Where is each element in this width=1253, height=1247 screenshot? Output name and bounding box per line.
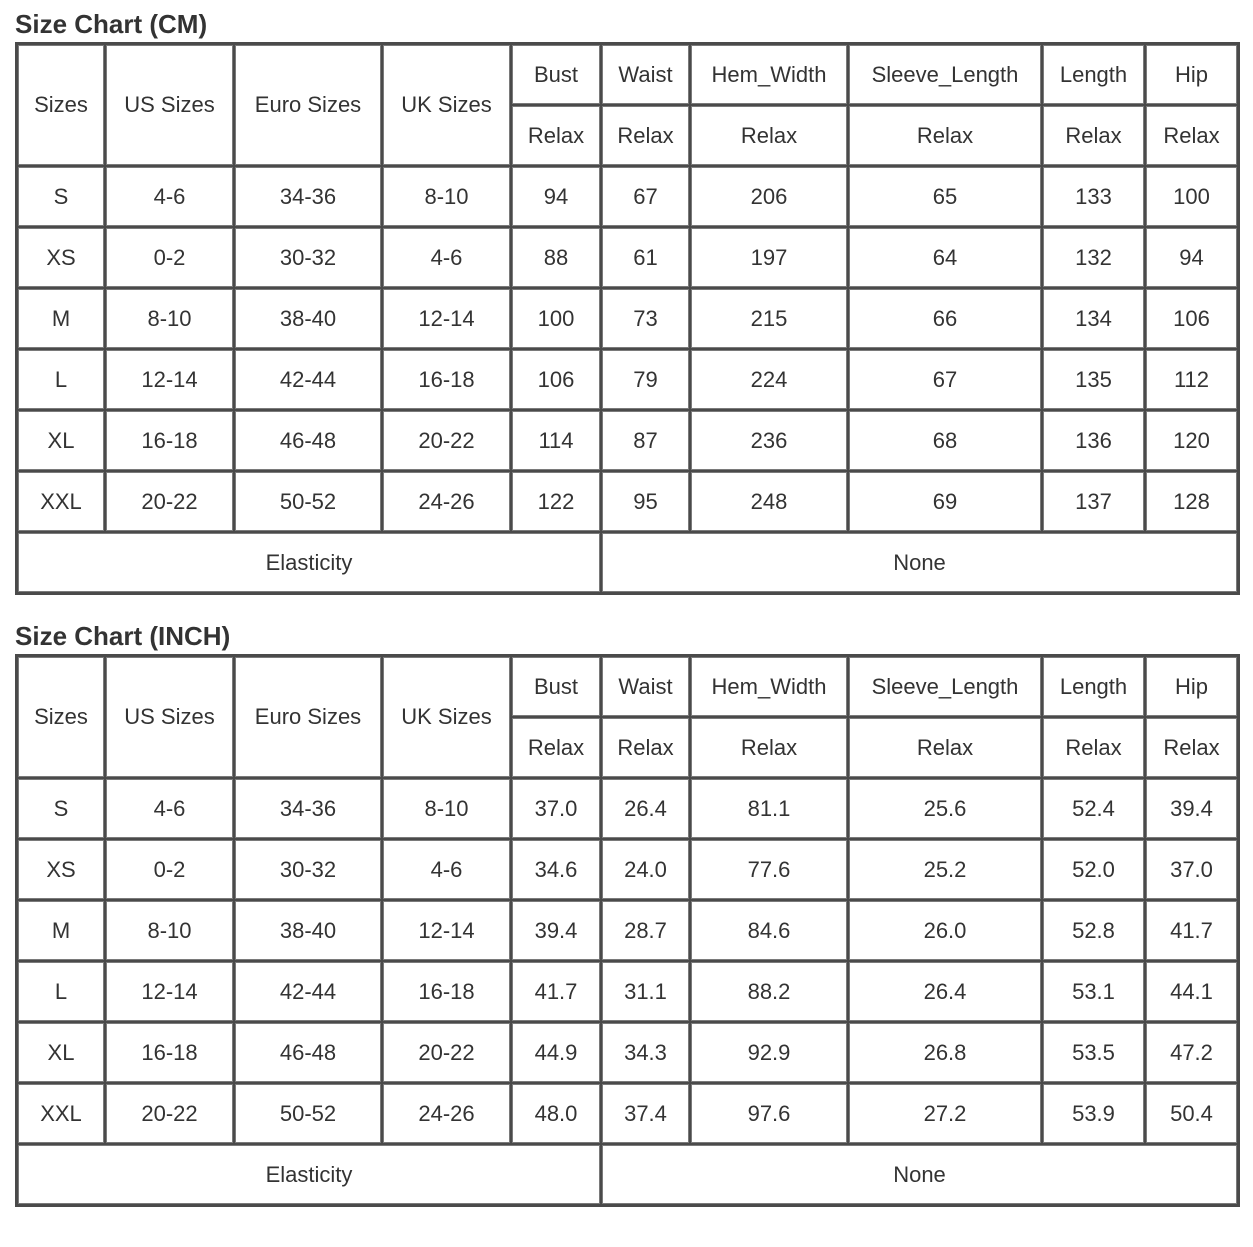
table-cell: 34.3	[601, 1022, 690, 1083]
elasticity-value: None	[601, 532, 1238, 593]
table-cell: 12-14	[382, 288, 511, 349]
table-cell: 42-44	[234, 961, 382, 1022]
table-cell: 25.2	[848, 839, 1042, 900]
table-cell: 87	[601, 410, 690, 471]
table-row	[17, 900, 1238, 961]
measure-column-header: Waist	[601, 44, 690, 105]
table-cell: 8-10	[105, 288, 234, 349]
measure-sub-header: Relax	[848, 717, 1042, 778]
measure-column-header: Bust	[511, 44, 601, 105]
table-cell: 46-48	[234, 410, 382, 471]
table-cell: 106	[511, 349, 601, 410]
table-cell: 97.6	[690, 1083, 848, 1144]
table-row	[17, 471, 1238, 532]
table-cell: 79	[601, 349, 690, 410]
table-cell: 94	[1145, 227, 1238, 288]
table-cell: 94	[511, 166, 601, 227]
table-cell: S	[17, 778, 105, 839]
table-cell: L	[17, 349, 105, 410]
elasticity-row	[17, 1144, 1238, 1205]
table-cell: 100	[511, 288, 601, 349]
table-cell: 39.4	[1145, 778, 1238, 839]
table-row	[17, 839, 1238, 900]
table-cell: 44.9	[511, 1022, 601, 1083]
table-cell: 38-40	[234, 288, 382, 349]
measure-sub-header: Relax	[1042, 717, 1145, 778]
measure-column-header: Length	[1042, 44, 1145, 105]
table-cell: 52.8	[1042, 900, 1145, 961]
table-cell: 37.0	[511, 778, 601, 839]
table-cell: 224	[690, 349, 848, 410]
table-cell: 30-32	[234, 227, 382, 288]
table-cell: 0-2	[105, 227, 234, 288]
elasticity-row	[17, 532, 1238, 593]
measure-sub-header: Relax	[1042, 105, 1145, 166]
size-column-header: US Sizes	[105, 656, 234, 778]
table-cell: 8-10	[382, 778, 511, 839]
size-column-header: Sizes	[17, 44, 105, 166]
table-cell: XS	[17, 839, 105, 900]
table-cell: 50.4	[1145, 1083, 1238, 1144]
cm-size-table	[15, 42, 1240, 595]
table-cell: 20-22	[105, 471, 234, 532]
table-cell: 39.4	[511, 900, 601, 961]
table-cell: 53.9	[1042, 1083, 1145, 1144]
measure-sub-header: Relax	[690, 105, 848, 166]
measure-column-header: Bust	[511, 656, 601, 717]
table-cell: 48.0	[511, 1083, 601, 1144]
table-cell: 26.4	[848, 961, 1042, 1022]
table-cell: 67	[601, 166, 690, 227]
table-cell: 69	[848, 471, 1042, 532]
table-cell: 92.9	[690, 1022, 848, 1083]
measure-sub-header: Relax	[690, 717, 848, 778]
table-cell: 67	[848, 349, 1042, 410]
table-cell: 53.1	[1042, 961, 1145, 1022]
measure-column-header: Length	[1042, 656, 1145, 717]
measure-column-header: Sleeve_Length	[848, 656, 1042, 717]
table-row	[17, 410, 1238, 471]
table-row	[17, 227, 1238, 288]
table-cell: 122	[511, 471, 601, 532]
table-row	[17, 1083, 1238, 1144]
table-cell: M	[17, 288, 105, 349]
table-cell: 66	[848, 288, 1042, 349]
table-cell: 132	[1042, 227, 1145, 288]
table-cell: 136	[1042, 410, 1145, 471]
table-cell: 8-10	[382, 166, 511, 227]
table-cell: M	[17, 900, 105, 961]
table-cell: 81.1	[690, 778, 848, 839]
table-cell: 50-52	[234, 1083, 382, 1144]
measure-column-header: Hip	[1145, 44, 1238, 105]
table-cell: 12-14	[105, 961, 234, 1022]
table-cell: 20-22	[382, 1022, 511, 1083]
table-cell: 25.6	[848, 778, 1042, 839]
table-cell: 68	[848, 410, 1042, 471]
table-row	[17, 961, 1238, 1022]
table-cell: 4-6	[105, 778, 234, 839]
measure-sub-header: Relax	[1145, 717, 1238, 778]
table-cell: 26.8	[848, 1022, 1042, 1083]
table-cell: 12-14	[105, 349, 234, 410]
table-cell: 77.6	[690, 839, 848, 900]
table-cell: 26.0	[848, 900, 1042, 961]
inch-chart-title: Size Chart (INCH)	[15, 621, 231, 651]
table-cell: 28.7	[601, 900, 690, 961]
measure-column-header: Hem_Width	[690, 44, 848, 105]
header-row	[17, 656, 1238, 717]
table-cell: 12-14	[382, 900, 511, 961]
size-column-header: US Sizes	[105, 44, 234, 166]
table-cell: 4-6	[105, 166, 234, 227]
table-cell: 31.1	[601, 961, 690, 1022]
measure-sub-header: Relax	[511, 717, 601, 778]
measure-sub-header: Relax	[601, 105, 690, 166]
table-cell: 52.4	[1042, 778, 1145, 839]
table-cell: 137	[1042, 471, 1145, 532]
table-cell: 46-48	[234, 1022, 382, 1083]
table-cell: 106	[1145, 288, 1238, 349]
table-cell: 34-36	[234, 166, 382, 227]
size-column-header: Euro Sizes	[234, 656, 382, 778]
elasticity-label: Elasticity	[17, 532, 601, 593]
table-cell: 65	[848, 166, 1042, 227]
table-cell: 133	[1042, 166, 1145, 227]
table-cell: 4-6	[382, 839, 511, 900]
table-cell: 84.6	[690, 900, 848, 961]
table-row	[17, 778, 1238, 839]
measure-sub-header: Relax	[511, 105, 601, 166]
table-cell: 64	[848, 227, 1042, 288]
table-cell: 53.5	[1042, 1022, 1145, 1083]
table-cell: 88	[511, 227, 601, 288]
table-row	[17, 166, 1238, 227]
table-cell: XXL	[17, 471, 105, 532]
table-cell: 197	[690, 227, 848, 288]
table-cell: S	[17, 166, 105, 227]
table-cell: 30-32	[234, 839, 382, 900]
table-cell: 24-26	[382, 1083, 511, 1144]
table-row	[17, 349, 1238, 410]
table-cell: 24.0	[601, 839, 690, 900]
table-cell: 26.4	[601, 778, 690, 839]
elasticity-value: None	[601, 1144, 1238, 1205]
table-cell: XS	[17, 227, 105, 288]
table-cell: 20-22	[382, 410, 511, 471]
table-cell: 34.6	[511, 839, 601, 900]
table-cell: 44.1	[1145, 961, 1238, 1022]
table-cell: 4-6	[382, 227, 511, 288]
table-cell: 215	[690, 288, 848, 349]
table-cell: 95	[601, 471, 690, 532]
table-cell: 47.2	[1145, 1022, 1238, 1083]
measure-sub-header: Relax	[1145, 105, 1238, 166]
table-cell: 112	[1145, 349, 1238, 410]
measure-column-header: Waist	[601, 656, 690, 717]
size-column-header: UK Sizes	[382, 656, 511, 778]
measure-column-header: Sleeve_Length	[848, 44, 1042, 105]
table-cell: L	[17, 961, 105, 1022]
table-cell: 16-18	[105, 410, 234, 471]
measure-sub-header: Relax	[848, 105, 1042, 166]
table-cell: 248	[690, 471, 848, 532]
table-cell: 41.7	[1145, 900, 1238, 961]
table-cell: 37.0	[1145, 839, 1238, 900]
table-cell: 41.7	[511, 961, 601, 1022]
cm-chart-title: Size Chart (CM)	[15, 9, 208, 39]
measure-column-header: Hip	[1145, 656, 1238, 717]
table-cell: 16-18	[382, 961, 511, 1022]
header-row	[17, 44, 1238, 105]
table-cell: 8-10	[105, 900, 234, 961]
table-cell: 20-22	[105, 1083, 234, 1144]
table-cell: 34-36	[234, 778, 382, 839]
size-column-header: Euro Sizes	[234, 44, 382, 166]
table-cell: 206	[690, 166, 848, 227]
table-cell: 61	[601, 227, 690, 288]
table-cell: XL	[17, 410, 105, 471]
table-cell: 100	[1145, 166, 1238, 227]
table-row	[17, 288, 1238, 349]
table-cell: 50-52	[234, 471, 382, 532]
table-cell: 134	[1042, 288, 1145, 349]
elasticity-label: Elasticity	[17, 1144, 601, 1205]
table-cell: XL	[17, 1022, 105, 1083]
table-cell: 88.2	[690, 961, 848, 1022]
table-cell: 16-18	[382, 349, 511, 410]
table-cell: 135	[1042, 349, 1145, 410]
table-cell: 24-26	[382, 471, 511, 532]
table-cell: 42-44	[234, 349, 382, 410]
table-cell: 120	[1145, 410, 1238, 471]
table-cell: 114	[511, 410, 601, 471]
table-cell: 128	[1145, 471, 1238, 532]
measure-sub-header: Relax	[601, 717, 690, 778]
table-cell: 37.4	[601, 1083, 690, 1144]
inch-size-table	[15, 654, 1240, 1207]
table-cell: XXL	[17, 1083, 105, 1144]
table-cell: 73	[601, 288, 690, 349]
table-cell: 38-40	[234, 900, 382, 961]
table-cell: 0-2	[105, 839, 234, 900]
table-cell: 236	[690, 410, 848, 471]
table-cell: 27.2	[848, 1083, 1042, 1144]
measure-column-header: Hem_Width	[690, 656, 848, 717]
table-row	[17, 1022, 1238, 1083]
table-cell: 16-18	[105, 1022, 234, 1083]
size-column-header: UK Sizes	[382, 44, 511, 166]
table-cell: 52.0	[1042, 839, 1145, 900]
size-column-header: Sizes	[17, 656, 105, 778]
